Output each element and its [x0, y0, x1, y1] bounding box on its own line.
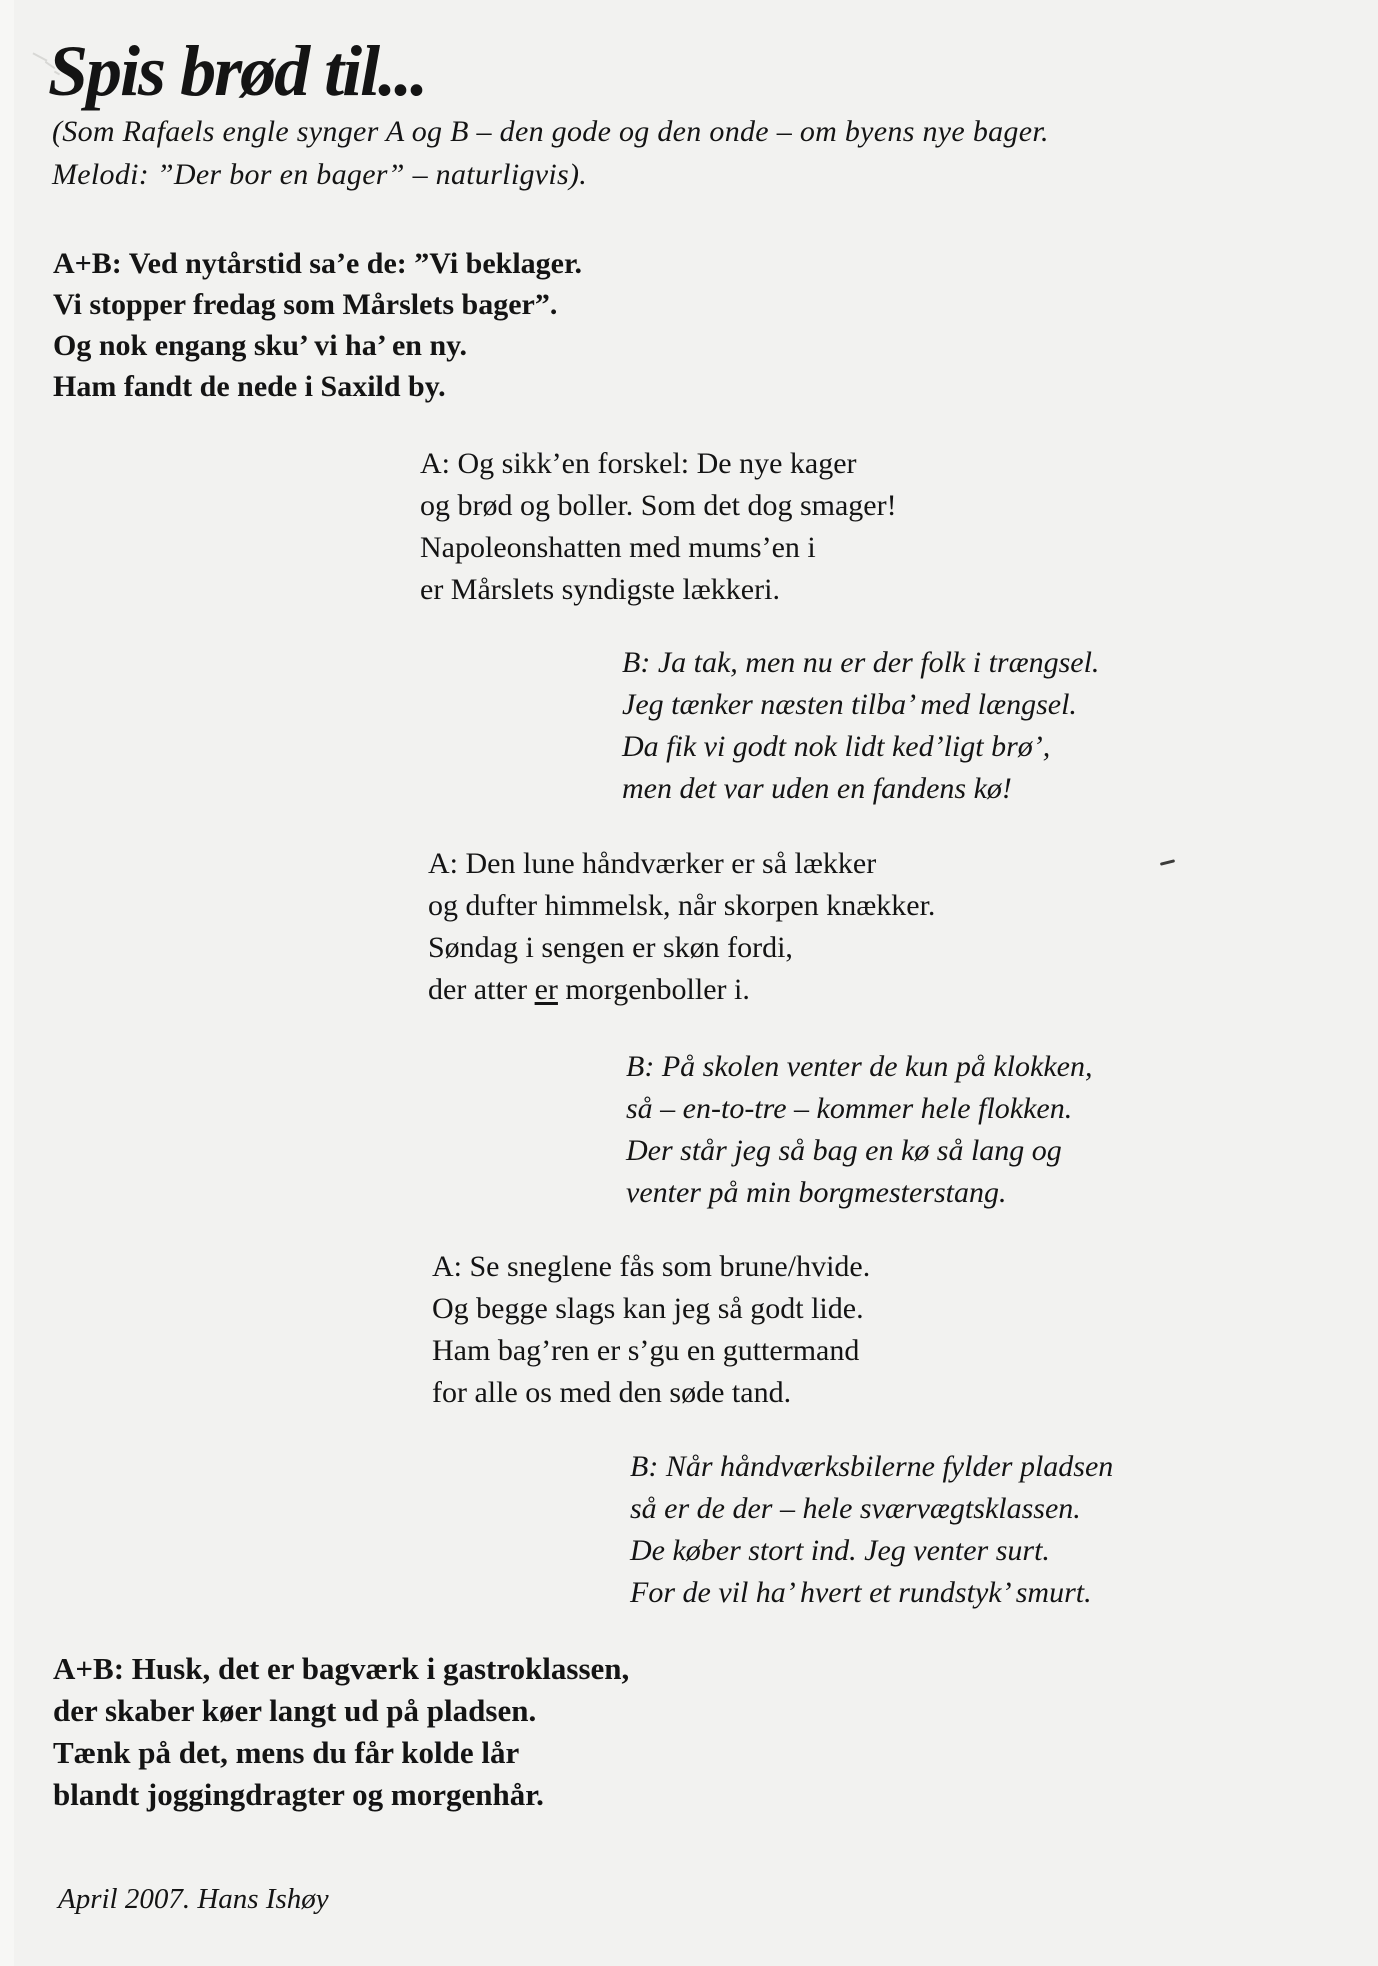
stanza-line: A+B: Ved nytårstid sa’e de: ”Vi beklager.: [53, 247, 583, 280]
stanza-line: Ham fandt de nede i Saxild by.: [53, 370, 446, 403]
stanza-outro-ab: [53, 1648, 629, 1816]
stanza-b-1: [622, 642, 1099, 810]
stanza-line: der skaber køer langt ud på pladsen.: [53, 1693, 537, 1728]
stanza-line: A: Og sikk’en forskel: De nye kager: [420, 447, 857, 480]
subtitle-line-1: (Som Rafaels engle synger A og B – den gode og den onde – om byens nye bager.: [52, 115, 1049, 148]
stanza-line: Der står jeg så bag en kø så lang og: [626, 1134, 1062, 1167]
underlined-word: er: [534, 973, 558, 1006]
stanza-b-3: [630, 1446, 1113, 1614]
stanza-line: A+B: Husk, det er bagværk i gastroklassen,: [53, 1651, 630, 1686]
stanza-line-with-underline: [428, 969, 935, 1011]
stanza-b-2: [626, 1046, 1092, 1214]
stanza-line: Jeg tænker næsten tilba’ med længsel.: [622, 688, 1077, 721]
stanza-line: så er de der – hele sværvægtsklassen.: [630, 1492, 1081, 1525]
stanza-line: er Mårslets syndigste lækkeri.: [420, 573, 780, 606]
stanza-line: A: Se sneglene fås som brune/hvide.: [432, 1250, 871, 1283]
stanza-line: Og begge slags kan jeg så godt lide.: [432, 1292, 864, 1325]
stanza-line: så – en-to-tre – kommer hele flokken.: [626, 1092, 1073, 1125]
line-prefix: der atter: [428, 973, 535, 1006]
subtitle: [52, 110, 1049, 196]
subtitle-line-2: Melodi: ”Der bor en bager” – naturligvis).: [52, 158, 588, 191]
stanza-line: B: På skolen venter de kun på klokken,: [626, 1050, 1093, 1083]
page-title: Spis brød til...: [48, 31, 427, 111]
line-suffix: morgenboller i.: [557, 973, 750, 1006]
date-author-note: April 2007. Hans Ishøy: [58, 1883, 329, 1915]
stanza-line: venter på min borgmesterstang.: [626, 1176, 1007, 1209]
stanza-line: De køber stort ind. Jeg venter surt.: [630, 1534, 1050, 1567]
stanza-line: og dufter himmelsk, når skorpen knækker.: [428, 889, 936, 922]
stanza-a-2: [428, 843, 935, 1011]
stanza-line: men det var uden en fandens kø!: [622, 772, 1012, 805]
stanza-line: B: Ja tak, men nu er der folk i trængsel.: [622, 646, 1100, 679]
stanza-line: Ham bag’ren er s’gu en guttermand: [432, 1334, 860, 1367]
stanza-line: For de vil ha’ hvert et rundstyk’ smurt.: [630, 1576, 1092, 1609]
stanza-line: Søndag i sengen er skøn fordi,: [428, 931, 793, 964]
stanza-line: Tænk på det, mens du får kolde lår: [53, 1735, 520, 1770]
stanza-a-1: [420, 443, 897, 611]
stanza-a-3: [432, 1246, 870, 1414]
stanza-line: A: Den lune håndværker er så lækker: [428, 847, 877, 880]
stanza-line: B: Når håndværksbilerne fylder pladsen: [630, 1450, 1114, 1483]
stanza-line: for alle os med den søde tand.: [432, 1376, 792, 1409]
stanza-line: blandt joggingdragter og morgenhår.: [53, 1777, 544, 1812]
stanza-line: Da fik vi godt nok lidt ked’ligt brø’,: [622, 730, 1051, 763]
stanza-line: Vi stopper fredag som Mårslets bager”.: [53, 288, 558, 321]
stanza-line: Og nok engang sku’ vi ha’ en ny.: [53, 329, 468, 362]
stanza-line: Napoleonshatten med mums’en i: [420, 531, 816, 564]
stray-dash-artifact: [1160, 859, 1175, 866]
stanza-intro-ab: [53, 243, 582, 407]
stanza-line: og brød og boller. Som det dog smager!: [420, 489, 897, 522]
